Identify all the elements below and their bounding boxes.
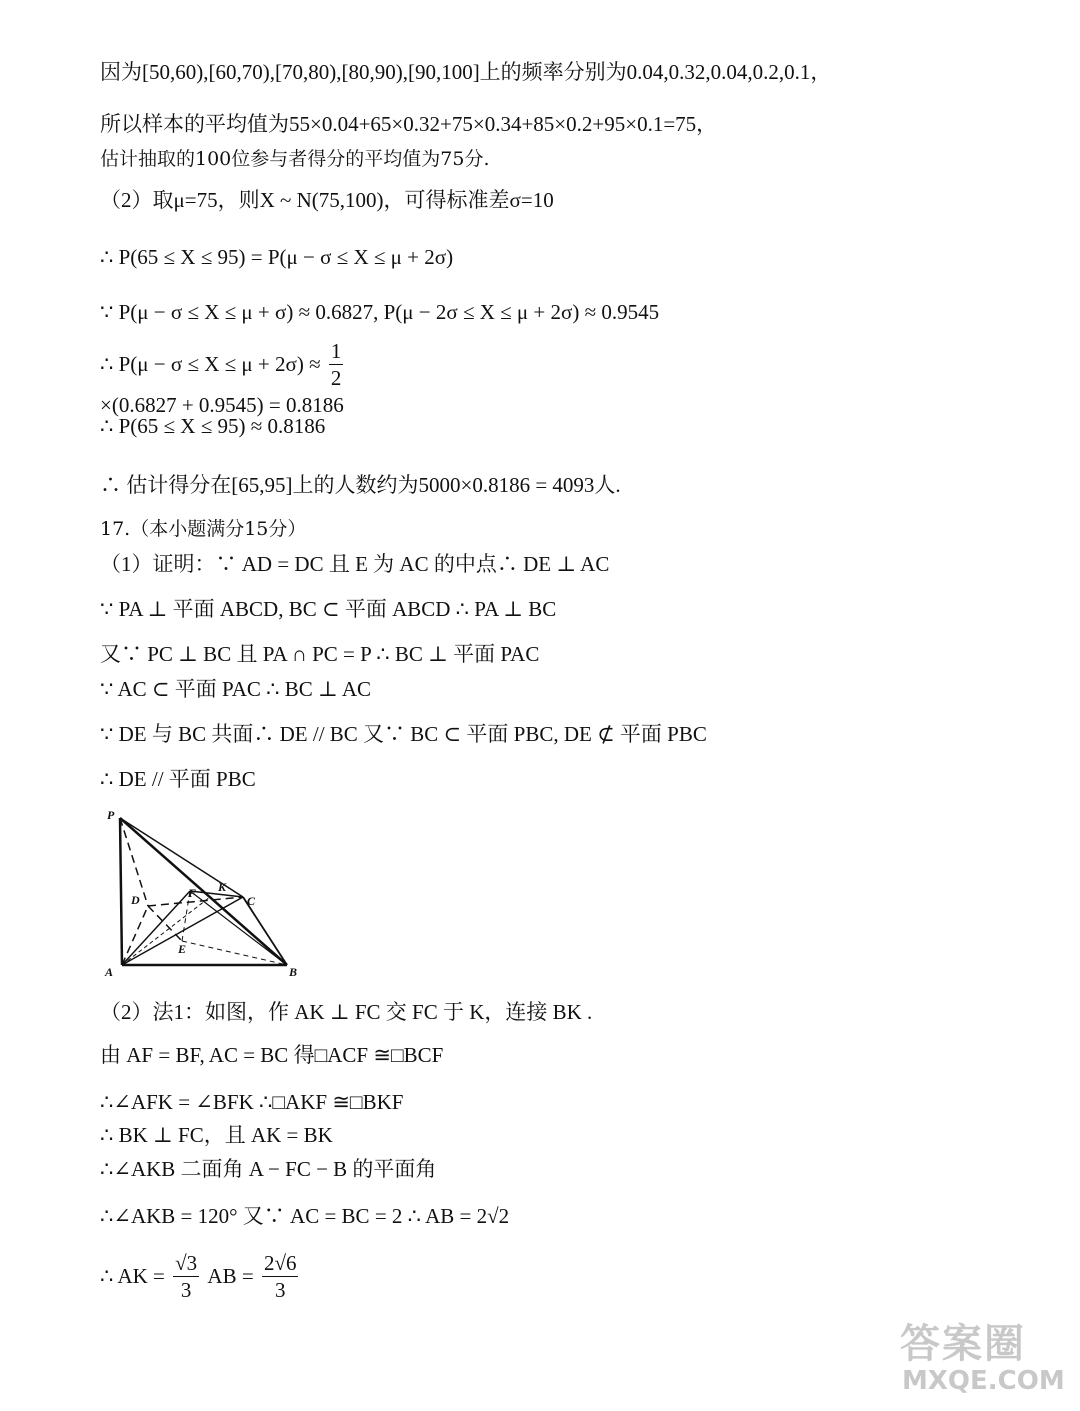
- fraction-sqrt3-over-3: [173, 1250, 199, 1303]
- method-line-5: ∴∠AKB 二面角 A − FC − B 的平面角: [100, 1157, 437, 1181]
- text-line-count: ∴ 估计得分在[65,95]上的人数约为5000×0.8186 = 4093人.: [100, 473, 621, 497]
- proof-line-1: （1）证明：∵ AD = DC 且 E 为 AC 的中点∴ DE ⊥ AC: [100, 552, 610, 576]
- proof-line-5: ∵ DE 与 BC 共面∴ DE // BC 又∵ BC ⊂ 平面 PBC, DE ⊄ 平面 PBC: [100, 722, 707, 746]
- text-line-prob-equal: ∴ P(65 ≤ X ≤ 95) = P(μ − σ ≤ X ≤ μ + 2σ): [100, 245, 454, 269]
- ak-middle: AB =: [207, 1264, 254, 1288]
- text-line-mean: 所以样本的平均值为55×0.04+65×0.32+75×0.34+85×0.2+95×0.1=75，: [100, 112, 718, 136]
- vertex-label-K: K: [218, 880, 227, 894]
- vertex-label-F: F: [188, 886, 197, 900]
- vertex-label-E: E: [178, 942, 187, 956]
- ak-prefix: ∴ AK =: [100, 1264, 165, 1288]
- vertex-label-P: P: [107, 808, 115, 822]
- fraction-denominator: 2: [330, 366, 342, 390]
- text-line-prob-calc: [100, 338, 500, 417]
- problem-17-heading: 17.（本小题满分15分）: [100, 518, 307, 540]
- watermark-logo: 答案圈: [900, 1321, 1026, 1367]
- proof-line-6: ∴ DE // 平面 PBC: [100, 767, 256, 791]
- proof-line-2: ∵ PA ⊥ 平面 ABCD, BC ⊂ 平面 ABCD ∴ PA ⊥ BC: [100, 597, 557, 621]
- watermark-url: MXQE.COM: [902, 1366, 1065, 1396]
- fraction-denominator: 3: [274, 1278, 286, 1302]
- method-line-1: （2）法1：如图，作 AK ⊥ FC 交 FC 于 K，连接 BK .: [100, 1000, 593, 1024]
- method-line-7: [100, 1250, 500, 1320]
- proof-line-4: ∵ AC ⊂ 平面 PAC ∴ BC ⊥ AC: [100, 677, 372, 701]
- fraction-2sqrt6-over-3: [262, 1250, 299, 1303]
- text-line-prob-result: ∴ P(65 ≤ X ≤ 95) ≈ 0.8186: [100, 414, 326, 438]
- proof-line-3: 又∵ PC ⊥ BC 且 PA ∩ PC = P ∴ BC ⊥ 平面 PAC: [100, 642, 540, 666]
- text-line-estimate: 估计抽取的100位参与者得分的平均值为75分.: [100, 148, 490, 170]
- text-line-prob-known: ∵ P(μ − σ ≤ X ≤ μ + σ) ≈ 0.6827, P(μ − 2σ ≤ X ≤ μ + 2σ) ≈ 0.9545: [100, 300, 660, 324]
- vertex-label-A: A: [105, 965, 114, 979]
- prob-calc-suffix: ×(0.6827 + 0.9545) = 0.8186: [100, 392, 344, 417]
- vertex-label-D: D: [131, 893, 140, 907]
- method-line-2: 由 AF = BF, AC = BC 得□ACF ≅□BCF: [100, 1043, 444, 1067]
- pyramid-figure: [100, 805, 310, 985]
- text-line-part2-intro: （2）取μ=75，则X ~ N(75,100)，可得标准差σ=10: [100, 188, 554, 212]
- fraction-half: [329, 338, 344, 391]
- text-line-freq: 因为[50,60),[60,70),[70,80),[80,90),[90,100]上的频率分别为0.04,0.32,0.04,0.2,0.1，: [100, 60, 832, 84]
- method-line-6: ∴∠AKB = 120° 又∵ AC = BC = 2 ∴ AB = 2√2: [100, 1204, 510, 1228]
- method-line-3: ∴∠AFK = ∠BFK ∴□AKF ≅□BKF: [100, 1090, 404, 1114]
- fraction-denominator: 3: [180, 1278, 192, 1302]
- fraction-numerator: 2√6: [263, 1251, 297, 1275]
- fraction-numerator: √3: [175, 1251, 198, 1275]
- vertex-label-B: B: [289, 965, 298, 979]
- fraction-numerator: 1: [330, 339, 342, 363]
- vertex-label-C: C: [247, 894, 256, 908]
- prob-calc-prefix: ∴ P(μ − σ ≤ X ≤ μ + 2σ) ≈: [100, 352, 321, 376]
- method-line-4: ∴ BK ⊥ FC，且 AK = BK: [100, 1123, 333, 1147]
